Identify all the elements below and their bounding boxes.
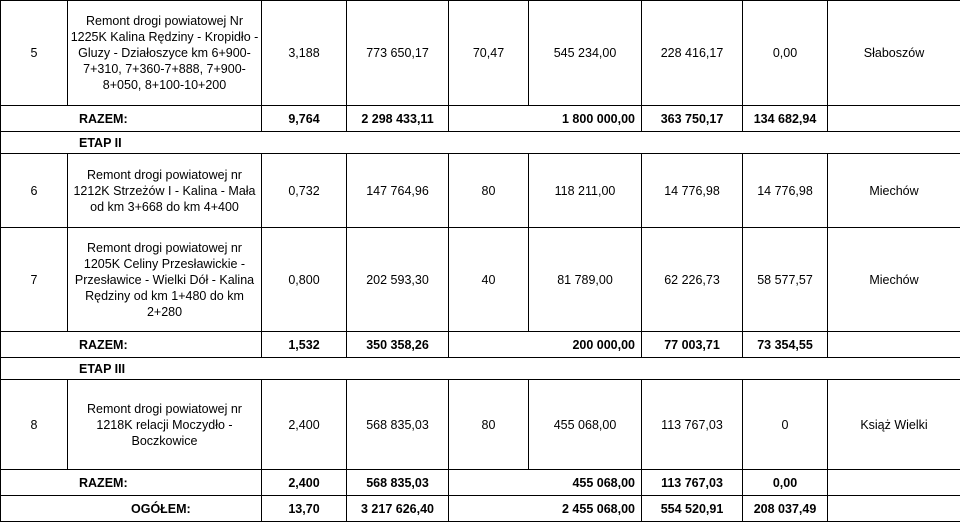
other-funds: 0,00 [743, 1, 828, 106]
own-funds: 113 767,03 [642, 380, 743, 470]
subtotal-other: 134 682,94 [743, 106, 828, 132]
length-km: 0,732 [262, 154, 347, 228]
length-km: 0,800 [262, 228, 347, 332]
grant-amount: 81 789,00 [529, 228, 642, 332]
grand-total-grant: 2 455 068,00 [449, 496, 642, 522]
grant-percent: 80 [449, 154, 529, 228]
task-name: Remont drogi powiatowej nr 1212K Strzeżów I - Kalina - Mała od km 3+668 do km 4+400 [68, 154, 262, 228]
subtotal-row [1, 332, 960, 358]
stage-header-row [1, 358, 960, 380]
grant-amount: 455 068,00 [529, 380, 642, 470]
total-cost: 773 650,17 [347, 1, 449, 106]
length-km: 3,188 [262, 1, 347, 106]
task-name: Remont drogi powiatowej nr 1218K relacji Moczydło - Boczkowice [68, 380, 262, 470]
subtotal-other: 73 354,55 [743, 332, 828, 358]
stage-header-row [1, 132, 960, 154]
own-funds: 14 776,98 [642, 154, 743, 228]
table-row [1, 380, 960, 470]
other-funds: 0 [743, 380, 828, 470]
grand-total-other: 208 037,49 [743, 496, 828, 522]
subtotal-total: 350 358,26 [347, 332, 449, 358]
subtotal-other: 0,00 [743, 470, 828, 496]
table-row [1, 228, 960, 332]
other-funds: 14 776,98 [743, 154, 828, 228]
commune: Miechów [828, 154, 960, 228]
row-number: 8 [1, 380, 68, 470]
subtotal-row [1, 470, 960, 496]
commune: Słaboszów [828, 1, 960, 106]
subtotal-own: 113 767,03 [642, 470, 743, 496]
subtotal-grant: 1 800 000,00 [449, 106, 642, 132]
subtotal-row [1, 106, 960, 132]
subtotal-own: 77 003,71 [642, 332, 743, 358]
length-km: 2,400 [262, 380, 347, 470]
subtotal-label: RAZEM: [1, 332, 262, 358]
subtotal-length: 1,532 [262, 332, 347, 358]
task-name: Remont drogi powiatowej Nr 1225K Kalina Rędziny - Kropidło - Gluzy - Działoszyce km 6+900-7+310, 7+360-7+888, 7+900-8+050, 8+100-10+200 [68, 1, 262, 106]
total-cost: 568 835,03 [347, 380, 449, 470]
total-cost: 202 593,30 [347, 228, 449, 332]
grand-total-label: OGÓŁEM: [1, 496, 262, 522]
subtotal-own: 363 750,17 [642, 106, 743, 132]
subtotal-total: 2 298 433,11 [347, 106, 449, 132]
grant-percent: 70,47 [449, 1, 529, 106]
grand-total-row [1, 496, 960, 522]
subtotal-length: 9,764 [262, 106, 347, 132]
row-number: 5 [1, 1, 68, 106]
subtotal-grant: 200 000,00 [449, 332, 642, 358]
grant-percent: 40 [449, 228, 529, 332]
table-row [1, 1, 960, 106]
task-name: Remont drogi powiatowej nr 1205K Celiny Przesławickie - Przesławice - Wielki Dół - Kalina Rędziny od km 1+480 do km 2+280 [68, 228, 262, 332]
own-funds: 62 226,73 [642, 228, 743, 332]
stage-title: ETAP III [1, 358, 960, 380]
row-number: 6 [1, 154, 68, 228]
grant-amount: 545 234,00 [529, 1, 642, 106]
total-cost: 147 764,96 [347, 154, 449, 228]
subtotal-total: 568 835,03 [347, 470, 449, 496]
subtotal-label: RAZEM: [1, 470, 262, 496]
grand-total-own: 554 520,91 [642, 496, 743, 522]
grant-percent: 80 [449, 380, 529, 470]
commune: Książ Wielki [828, 380, 960, 470]
other-funds: 58 577,57 [743, 228, 828, 332]
stage-title: ETAP II [1, 132, 960, 154]
grand-total-length: 13,70 [262, 496, 347, 522]
row-number: 7 [1, 228, 68, 332]
grand-total-total: 3 217 626,40 [347, 496, 449, 522]
subtotal-length: 2,400 [262, 470, 347, 496]
grant-amount: 118 211,00 [529, 154, 642, 228]
commune: Miechów [828, 228, 960, 332]
own-funds: 228 416,17 [642, 1, 743, 106]
table-row [1, 154, 960, 228]
subtotal-label: RAZEM: [1, 106, 262, 132]
subtotal-grant: 455 068,00 [449, 470, 642, 496]
